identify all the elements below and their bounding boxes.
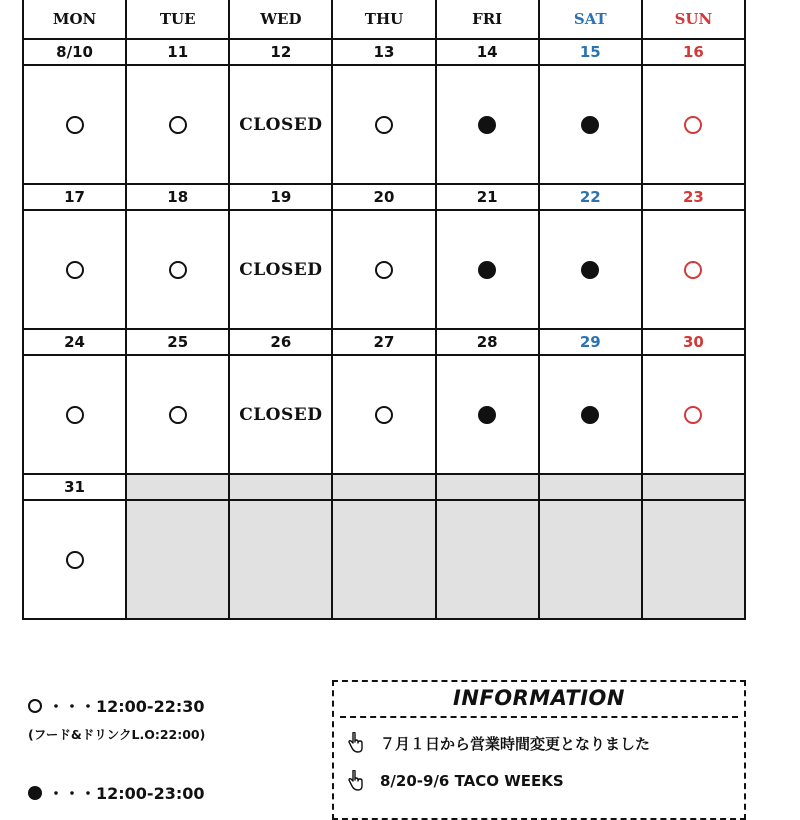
day-cell [643,211,746,330]
pointing-hand-icon [346,732,364,754]
date-cell: 30 [643,330,746,356]
day-cell [230,356,333,475]
date-cell: 14 [437,40,540,66]
day-cell [24,66,127,185]
pointing-hand-icon [346,770,364,792]
calendar-week [24,330,746,475]
empty-day-cell [230,501,333,620]
status-row [24,356,746,475]
red-open-circle-icon [684,261,702,279]
day-cell [127,66,230,185]
day-cell [540,66,643,185]
information-item [346,770,564,792]
date-cell: 29 [540,330,643,356]
filled-circle-icon [478,116,496,134]
legend [28,694,318,804]
day-cell [127,356,230,475]
date-cell: 20 [333,185,436,211]
weekday-sat: SAT [540,0,643,38]
day-cell [333,211,436,330]
date-cell: 16 [643,40,746,66]
information-title: INFORMATION [453,686,625,710]
day-cell [24,211,127,330]
calendar-grid [22,38,746,620]
weekday-fri: FRI [437,0,540,38]
filled-circle-icon [581,406,599,424]
date-cell: 25 [127,330,230,356]
closed-label: CLOSED [239,259,323,280]
date-cell: 17 [24,185,127,211]
date-cell: 24 [24,330,127,356]
open-circle-icon [375,116,393,134]
empty-day-cell [333,501,436,620]
open-circle-icon [169,261,187,279]
day-cell [127,211,230,330]
information-box [332,680,746,820]
legend-filled-line [28,781,318,804]
empty-day-cell [437,501,540,620]
date-cell: 26 [230,330,333,356]
date-row [24,185,746,211]
status-row [24,66,746,185]
weekday-thu: THU [333,0,436,38]
day-cell [437,356,540,475]
legend-open-note: (フード&ドリンクL.O:22:00) [28,727,206,742]
day-cell [24,501,127,620]
date-cell: 13 [333,40,436,66]
filled-circle-icon [581,261,599,279]
open-circle-icon [66,551,84,569]
day-cell [437,211,540,330]
open-circle-icon [375,406,393,424]
filled-circle-icon [581,116,599,134]
day-cell [230,211,333,330]
date-cell: 19 [230,185,333,211]
date-row [24,330,746,356]
day-cell [333,356,436,475]
date-cell: 28 [437,330,540,356]
open-circle-icon [169,406,187,424]
day-cell [437,66,540,185]
empty-date-cell [540,475,643,501]
date-cell: 27 [333,330,436,356]
day-cell [230,66,333,185]
day-cell [643,66,746,185]
open-circle-icon [375,261,393,279]
information-item-text: ７月１日から営業時間変更となりました [380,734,651,753]
date-cell: 8/10 [24,40,127,66]
day-cell [540,211,643,330]
open-circle-icon [169,116,187,134]
weekday-mon: MON [22,0,127,38]
closed-label: CLOSED [239,114,323,135]
information-divider [340,716,738,718]
open-circle-icon [66,116,84,134]
filled-circle-icon [478,261,496,279]
empty-date-cell [230,475,333,501]
calendar-week [24,475,746,620]
date-cell: 15 [540,40,643,66]
day-cell [540,356,643,475]
date-row [24,475,746,501]
calendar-week [24,185,746,330]
date-cell: 11 [127,40,230,66]
calendar-week [24,40,746,185]
date-row [24,40,746,66]
status-row [24,211,746,330]
red-open-circle-icon [684,406,702,424]
weekday-sun: SUN [643,0,746,38]
day-cell [333,66,436,185]
filled-circle-icon [28,786,42,800]
empty-day-cell [127,501,230,620]
empty-date-cell [437,475,540,501]
legend-open-hours: ・・・12:00-22:30 [48,697,205,716]
open-circle-icon [66,406,84,424]
closed-label: CLOSED [239,404,323,425]
empty-date-cell [643,475,746,501]
day-cell [24,356,127,475]
day-cell [643,356,746,475]
empty-date-cell [333,475,436,501]
status-row [24,501,746,620]
legend-filled-hours: ・・・12:00-23:00 [48,784,205,803]
date-cell: 31 [24,475,127,501]
weekday-header-row [22,0,746,38]
empty-day-cell [540,501,643,620]
date-cell: 12 [230,40,333,66]
date-cell: 23 [643,185,746,211]
weekday-tue: TUE [127,0,230,38]
date-cell: 22 [540,185,643,211]
filled-circle-icon [478,406,496,424]
legend-open-line [28,694,318,717]
information-item-text: 8/20-9/6 TACO WEEKS [380,772,564,790]
information-item [346,732,650,754]
weekday-wed: WED [230,0,333,38]
empty-day-cell [643,501,746,620]
date-cell: 18 [127,185,230,211]
date-cell: 21 [437,185,540,211]
open-circle-icon [66,261,84,279]
red-open-circle-icon [684,116,702,134]
empty-date-cell [127,475,230,501]
open-circle-icon [28,699,42,713]
